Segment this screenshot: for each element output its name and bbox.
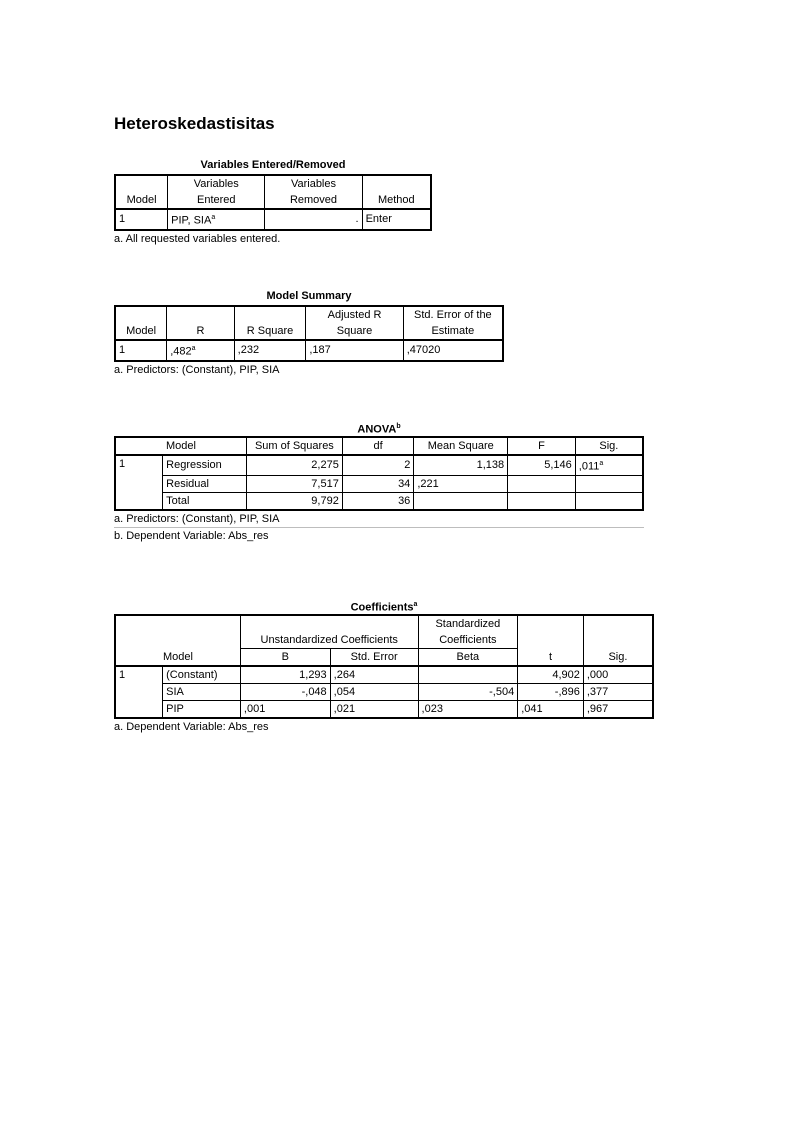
- header-cell: Coefficients: [418, 632, 518, 649]
- header-cell: Sig.: [575, 437, 643, 455]
- table-row: [115, 701, 653, 719]
- header-cell: Estimate: [403, 323, 503, 340]
- coefficients-block: [114, 598, 654, 735]
- b-cell: -,048: [240, 684, 330, 701]
- header-cell: df: [342, 437, 413, 455]
- header-cell: Mean Square: [414, 437, 508, 455]
- predictor-cell: (Constant): [163, 666, 241, 684]
- header-cell: Sum of Squares: [246, 437, 342, 455]
- header-cell: Entered: [168, 192, 265, 209]
- entered-cell: PIP, SIA$^a$: [168, 209, 265, 230]
- anova-title: ANOVA$^b$: [357, 423, 401, 436]
- method-cell: Enter: [362, 209, 431, 230]
- sig-cell: ,967: [583, 701, 653, 719]
- model-summary-block: [114, 289, 504, 378]
- header-cell: Model: [115, 437, 246, 455]
- header-cell: [518, 632, 584, 649]
- header-cell: Std. Error: [330, 649, 418, 667]
- header-cell: [115, 175, 168, 192]
- header-cell: Variables: [265, 175, 362, 192]
- table-row: [115, 475, 643, 492]
- header-cell: Variables: [168, 175, 265, 192]
- variables-entered-title: Variables Entered/Removed: [200, 159, 346, 171]
- b-cell: 1,293: [240, 666, 330, 684]
- coefficients-table: [114, 614, 654, 719]
- se-cell: ,054: [330, 684, 418, 701]
- coefficients-title: Coefficients$^a$: [350, 601, 418, 614]
- ms-cell: 1,138: [414, 455, 508, 475]
- df-cell: 2: [342, 455, 413, 475]
- footnote: a. All requested variables entered.: [114, 232, 281, 245]
- header-cell: [167, 306, 234, 323]
- f-cell: [508, 492, 576, 510]
- footnote: a. Dependent Variable: Abs_res: [114, 721, 269, 733]
- header-cell: Std. Error of the: [403, 306, 503, 323]
- header-cell: R Square: [234, 323, 306, 340]
- model-cell: 1: [115, 666, 163, 718]
- source-cell: Total: [163, 492, 247, 510]
- predictor-cell: SIA: [163, 684, 241, 701]
- header-cell: Model: [115, 649, 240, 667]
- model-cell: 1: [115, 455, 163, 510]
- header-cell: [234, 306, 306, 323]
- f-cell: 5,146: [508, 455, 576, 475]
- header-cell: [362, 175, 431, 192]
- ms-cell: [414, 492, 508, 510]
- sig-cell: ,377: [583, 684, 653, 701]
- f-cell: [508, 475, 576, 492]
- table-row: [115, 492, 643, 510]
- table-row: [115, 666, 653, 684]
- df-cell: 36: [342, 492, 413, 510]
- header-cell: Sig.: [583, 649, 653, 667]
- footnote: b. Dependent Variable: Abs_res: [114, 529, 269, 542]
- header-cell: Adjusted R: [306, 306, 403, 323]
- header-cell: Standardized: [418, 615, 518, 632]
- header-row: [115, 306, 503, 323]
- variables-entered-table: [114, 174, 432, 231]
- removed-cell: .: [265, 209, 362, 230]
- adj-r-square-cell: ,187: [306, 340, 403, 361]
- header-cell: [240, 615, 418, 632]
- header-row: [115, 632, 653, 649]
- header-cell: Beta: [418, 649, 518, 667]
- header-row: [115, 175, 431, 192]
- std-error-cell: ,47020: [403, 340, 503, 361]
- table-row: [115, 455, 643, 475]
- ss-cell: 9,792: [246, 492, 342, 510]
- table-row: [115, 340, 503, 361]
- header-cell: Method: [362, 192, 431, 209]
- ss-cell: 7,517: [246, 475, 342, 492]
- ms-cell: ,221: [414, 475, 508, 492]
- t-cell: 4,902: [518, 666, 584, 684]
- ss-cell: 2,275: [246, 455, 342, 475]
- header-row: [115, 437, 643, 455]
- header-cell: R: [167, 323, 234, 340]
- anova-table: [114, 436, 644, 511]
- header-cell: Square: [306, 323, 403, 340]
- header-cell: [518, 615, 584, 632]
- model-cell: 1: [115, 209, 168, 230]
- header-cell: [115, 306, 167, 323]
- footnote: a. Predictors: (Constant), PIP, SIA: [114, 363, 280, 376]
- header-cell: B: [240, 649, 330, 667]
- model-cell: 1: [115, 340, 167, 361]
- header-cell: Removed: [265, 192, 362, 209]
- source-cell: Regression: [163, 455, 247, 475]
- header-row: [115, 649, 653, 667]
- variables-entered-block: [114, 158, 432, 247]
- se-cell: ,021: [330, 701, 418, 719]
- beta-cell: -,504: [418, 684, 518, 701]
- header-cell: t: [518, 649, 584, 667]
- model-summary-table: [114, 305, 504, 362]
- header-cell: Model: [115, 323, 167, 340]
- t-cell: -,896: [518, 684, 584, 701]
- sig-cell: ,000: [583, 666, 653, 684]
- header-cell: [115, 632, 240, 649]
- sig-cell: [575, 492, 643, 510]
- beta-cell: ,023: [418, 701, 518, 719]
- sig-cell: ,011$^a$: [575, 455, 643, 475]
- se-cell: ,264: [330, 666, 418, 684]
- anova-block: [114, 420, 644, 544]
- predictor-cell: PIP: [163, 701, 241, 719]
- header-row: [115, 615, 653, 632]
- header-cell: Model: [115, 192, 168, 209]
- source-cell: Residual: [163, 475, 247, 492]
- df-cell: 34: [342, 475, 413, 492]
- t-cell: ,041: [518, 701, 584, 719]
- r-cell: ,482$^a$: [167, 340, 234, 361]
- footnote: a. Predictors: (Constant), PIP, SIA: [114, 512, 644, 528]
- table-row: [115, 684, 653, 701]
- page-title: Heteroskedastisitas: [114, 114, 275, 133]
- header-cell: [115, 615, 240, 632]
- table-row: [115, 209, 431, 230]
- header-cell: [583, 615, 653, 632]
- r-square-cell: ,232: [234, 340, 306, 361]
- header-row: [115, 192, 431, 209]
- sig-cell: [575, 475, 643, 492]
- model-summary-title: Model Summary: [266, 290, 352, 302]
- header-row: [115, 323, 503, 340]
- header-cell: [583, 632, 653, 649]
- header-cell: F: [508, 437, 576, 455]
- beta-cell: [418, 666, 518, 684]
- header-cell: Unstandardized Coefficients: [240, 632, 418, 649]
- b-cell: ,001: [240, 701, 330, 719]
